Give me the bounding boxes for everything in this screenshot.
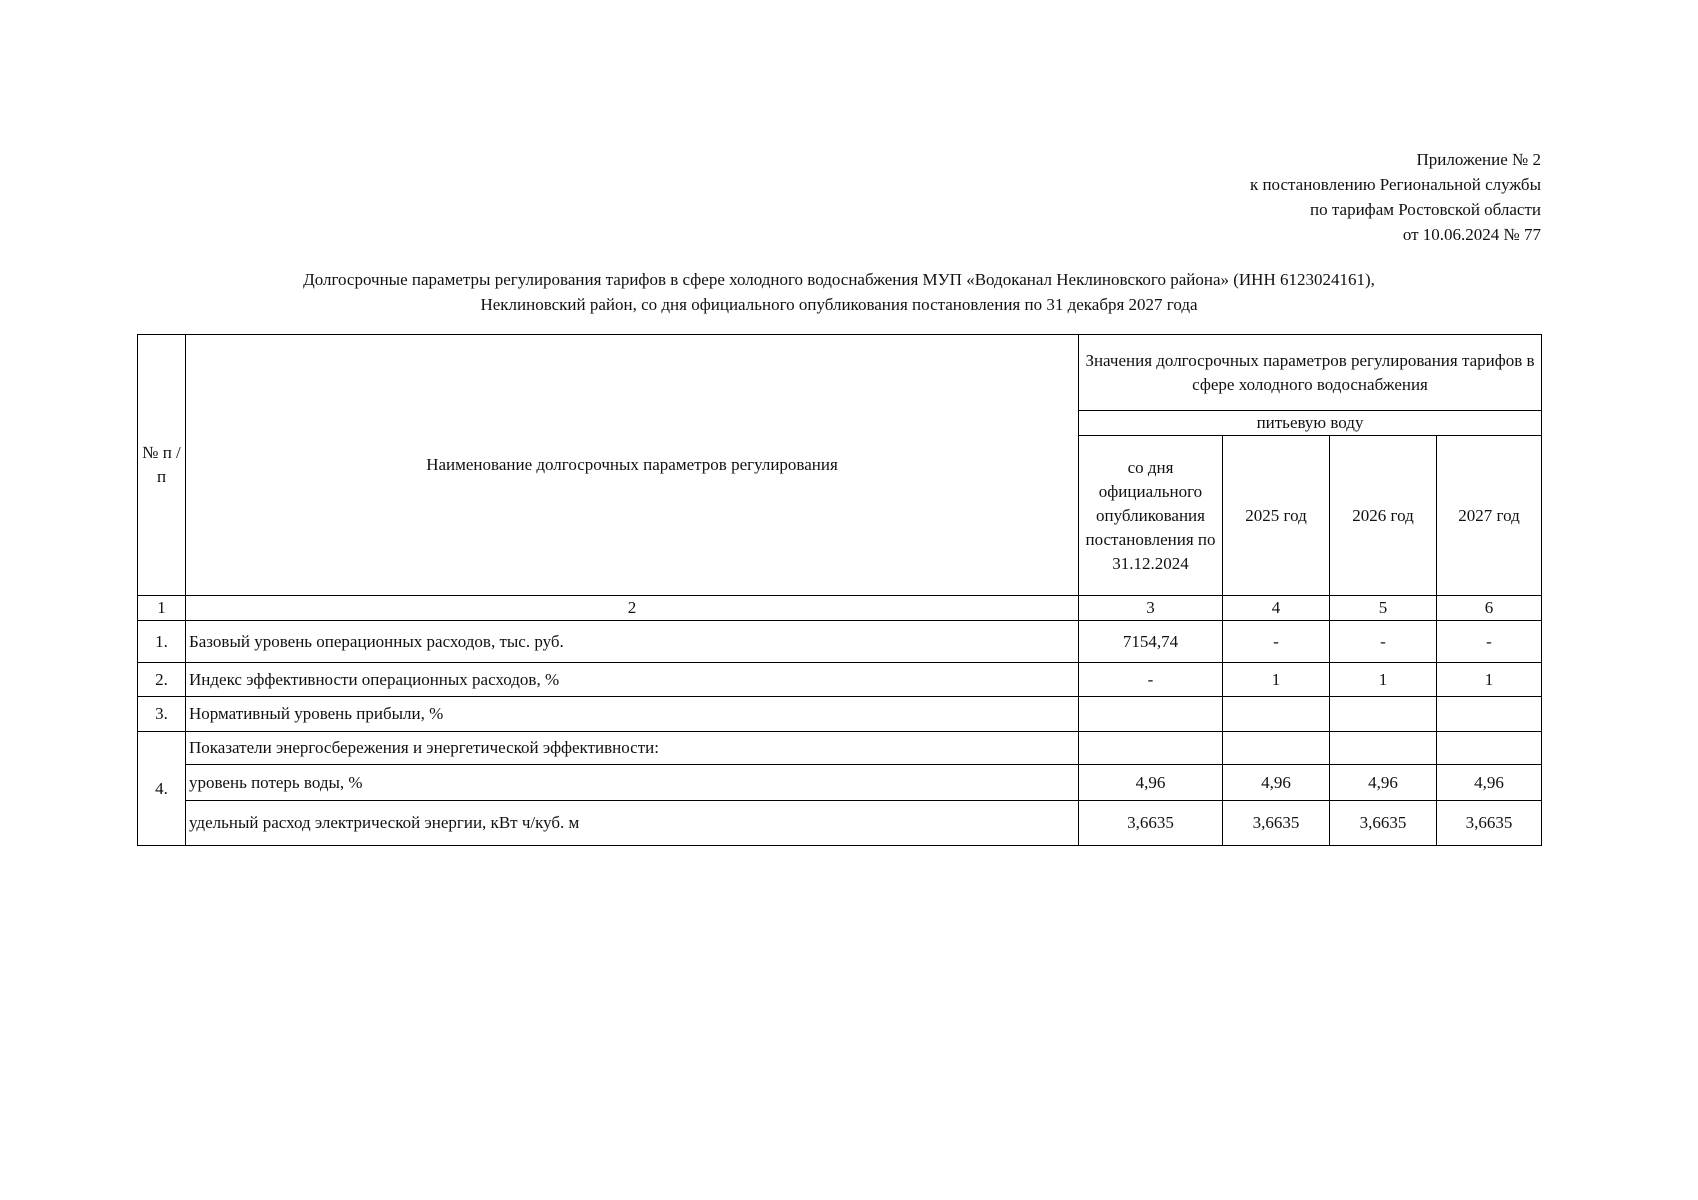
row-value: 1 [1223,663,1330,697]
table-row [138,732,1542,765]
row-number: 4. [138,732,186,846]
row-value [1437,697,1542,732]
row-value [1223,732,1330,765]
parameters-table [137,334,1542,846]
column-numbers-row [138,596,1542,621]
row-value [1330,697,1437,732]
row-value: 3,6635 [1330,801,1437,846]
row-value: 7154,74 [1079,621,1223,663]
appendix-date-number: от 10.06.2024 № 77 [1402,225,1541,244]
row-value: 1 [1330,663,1437,697]
document-title-line-2: Неклиновский район, со дня официального опубликования постановления по 31 декабря 2027 года [480,295,1198,314]
table-row [138,621,1542,663]
row-number: 1. [138,621,186,663]
table-row [138,801,1542,846]
header-num: № п /п [138,335,186,596]
row-value [1223,697,1330,732]
row-value: 3,6635 [1079,801,1223,846]
header-period-2027: 2027 год [1437,436,1542,596]
appendix-reference: к постановлению Региональной службы [1249,175,1541,194]
row-name: Индекс эффективности операционных расходов, % [186,663,1079,697]
row-value [1330,732,1437,765]
header-period-2026: 2026 год [1330,436,1437,596]
column-number: 3 [1079,596,1223,621]
appendix-title: Приложение № 2 [1416,150,1541,169]
row-value: 4,96 [1223,765,1330,801]
document-title-line-1: Долгосрочные параметры регулирования тарифов в сфере холодного водоснабжения МУП «Водоканал Неклиновского района» (ИНН 6123024161), [303,270,1375,289]
row-value: 4,96 [1437,765,1542,801]
table-header-row [138,335,1542,411]
document-title [137,267,1541,317]
row-value [1079,697,1223,732]
row-value: 4,96 [1330,765,1437,801]
row-name: Базовый уровень операционных расходов, тыс. руб. [186,621,1079,663]
row-name: удельный расход электрической энергии, кВт ч/куб. м [186,801,1079,846]
appendix-header [1250,147,1541,247]
column-number: 5 [1330,596,1437,621]
row-value [1079,732,1223,765]
column-number: 2 [186,596,1079,621]
row-value: - [1079,663,1223,697]
column-number: 1 [138,596,186,621]
row-name: уровень потерь воды, % [186,765,1079,801]
row-value: - [1330,621,1437,663]
header-subgroup: питьевую воду [1079,411,1542,436]
table-row [138,663,1542,697]
row-value [1437,732,1542,765]
row-value: 3,6635 [1223,801,1330,846]
row-name: Нормативный уровень прибыли, % [186,697,1079,732]
row-value: 3,6635 [1437,801,1542,846]
row-value: 4,96 [1079,765,1223,801]
header-period-2025: 2025 год [1223,436,1330,596]
row-value: - [1437,621,1542,663]
row-number: 3. [138,697,186,732]
row-number: 2. [138,663,186,697]
header-period-initial: со дня официального опубликования постановления по 31.12.2024 [1079,436,1223,596]
header-values-group: Значения долгосрочных параметров регулирования тарифов в сфере холодного водоснабжения [1079,335,1542,411]
appendix-authority: по тарифам Ростовской области [1310,200,1541,219]
table-row [138,697,1542,732]
row-value: - [1223,621,1330,663]
table-row [138,765,1542,801]
row-value: 1 [1437,663,1542,697]
row-section-heading: Показатели энергосбережения и энергетической эффективности: [186,732,1079,765]
column-number: 6 [1437,596,1542,621]
column-number: 4 [1223,596,1330,621]
header-name: Наименование долгосрочных параметров регулирования [186,335,1079,596]
